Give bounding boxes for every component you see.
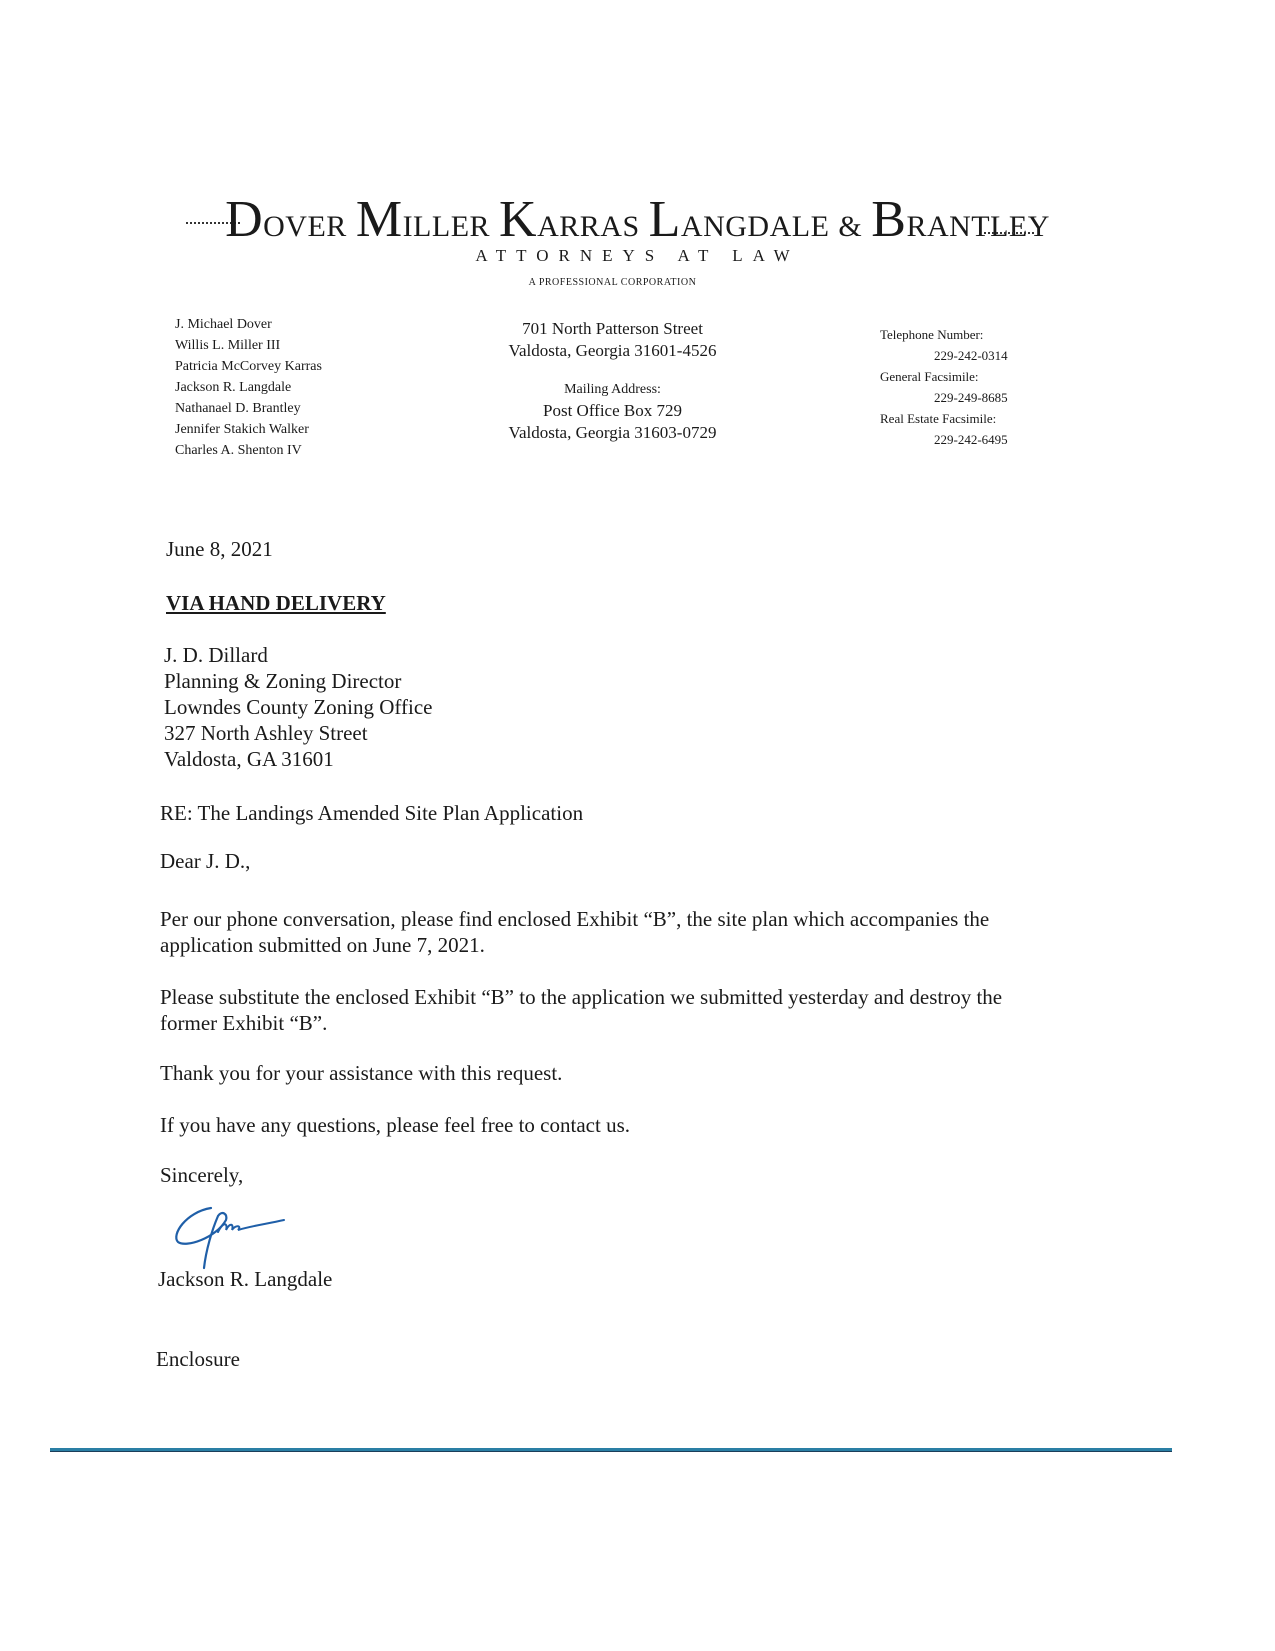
- firm-address: [470, 318, 755, 444]
- partner-name: Jackson R. Langdale: [175, 380, 292, 395]
- partner-name: Nathanael D. Brantley: [175, 401, 301, 416]
- general-fax-number: 229-249-8685: [934, 390, 1008, 405]
- real-estate-fax-label: Real Estate Facsimile:: [880, 411, 997, 426]
- partner-name: Jennifer Stakich Walker: [175, 422, 309, 437]
- real-estate-fax-number: 229-242-6495: [934, 432, 1008, 447]
- firm-tagline: ATTORNEYS AT LAW: [475, 246, 800, 265]
- salutation: Dear J. D.,: [160, 849, 251, 873]
- firm-word-langdale: LANGDALE: [648, 191, 830, 248]
- recipient-title: Planning & Zoning Director: [164, 669, 402, 693]
- letter-date: June 8, 2021: [166, 537, 273, 561]
- closing: Sincerely,: [160, 1163, 244, 1187]
- general-fax-label: General Facsimile:: [880, 369, 979, 384]
- firm-name: [0, 190, 1275, 249]
- street-address-line2: Valdosta, Georgia 31601-4526: [508, 341, 717, 360]
- mailing-address-line2: Valdosta, Georgia 31603-0729: [508, 423, 717, 442]
- recipient-block: [164, 642, 433, 772]
- telephone-number: 229-242-0314: [934, 348, 1008, 363]
- footer-rule: [50, 1448, 1172, 1452]
- body-paragraph: Per our phone conversation, please find enclosed Exhibit “B”, the site plan which accompanies the application submitted on June 7, 2021.: [160, 907, 990, 957]
- subject-line: RE: The Landings Amended Site Plan Application: [160, 801, 584, 825]
- firm-ampersand: &: [838, 210, 863, 243]
- recipient-name: J. D. Dillard: [164, 643, 268, 667]
- recipient-office: Lowndes County Zoning Office: [164, 695, 433, 719]
- partner-name: J. Michael Dover: [175, 317, 272, 332]
- mailing-address-line1: Post Office Box 729: [543, 401, 682, 420]
- partner-name: Patricia McCorvey Karras: [175, 359, 322, 374]
- firm-corporation-type: A PROFESSIONAL CORPORATION: [528, 277, 697, 288]
- firm-word-miller: MILLER: [355, 191, 491, 248]
- partner-name: Charles A. Shenton IV: [175, 443, 302, 458]
- letterhead-dots-right: [984, 232, 1034, 234]
- firm-word-dover: DOVER: [225, 191, 347, 248]
- body-paragraph: Thank you for your assistance with this request.: [160, 1061, 563, 1085]
- body-paragraph: Please substitute the enclosed Exhibit “B” to the application we submitted yesterday and destroy the former Exhibit “B”.: [160, 985, 1003, 1035]
- firm-word-brantley: BRANTLEY: [871, 191, 1050, 248]
- street-address-line1: 701 North Patterson Street: [522, 319, 703, 338]
- partner-list: [175, 314, 322, 461]
- recipient-city: Valdosta, GA 31601: [164, 747, 334, 771]
- enclosure-note: Enclosure: [156, 1347, 240, 1371]
- body-paragraph: If you have any questions, please feel free to contact us.: [160, 1113, 630, 1137]
- partner-name: Willis L. Miller III: [175, 338, 281, 353]
- mailing-address-label: Mailing Address:: [564, 382, 661, 397]
- recipient-street: 327 North Ashley Street: [164, 721, 368, 745]
- telephone-label: Telephone Number:: [880, 327, 984, 342]
- delivery-method: VIA HAND DELIVERY: [166, 591, 386, 615]
- firm-word-karras: KARRAS: [499, 191, 640, 248]
- contact-numbers: [880, 324, 1008, 450]
- signer-name: Jackson R. Langdale: [158, 1267, 333, 1291]
